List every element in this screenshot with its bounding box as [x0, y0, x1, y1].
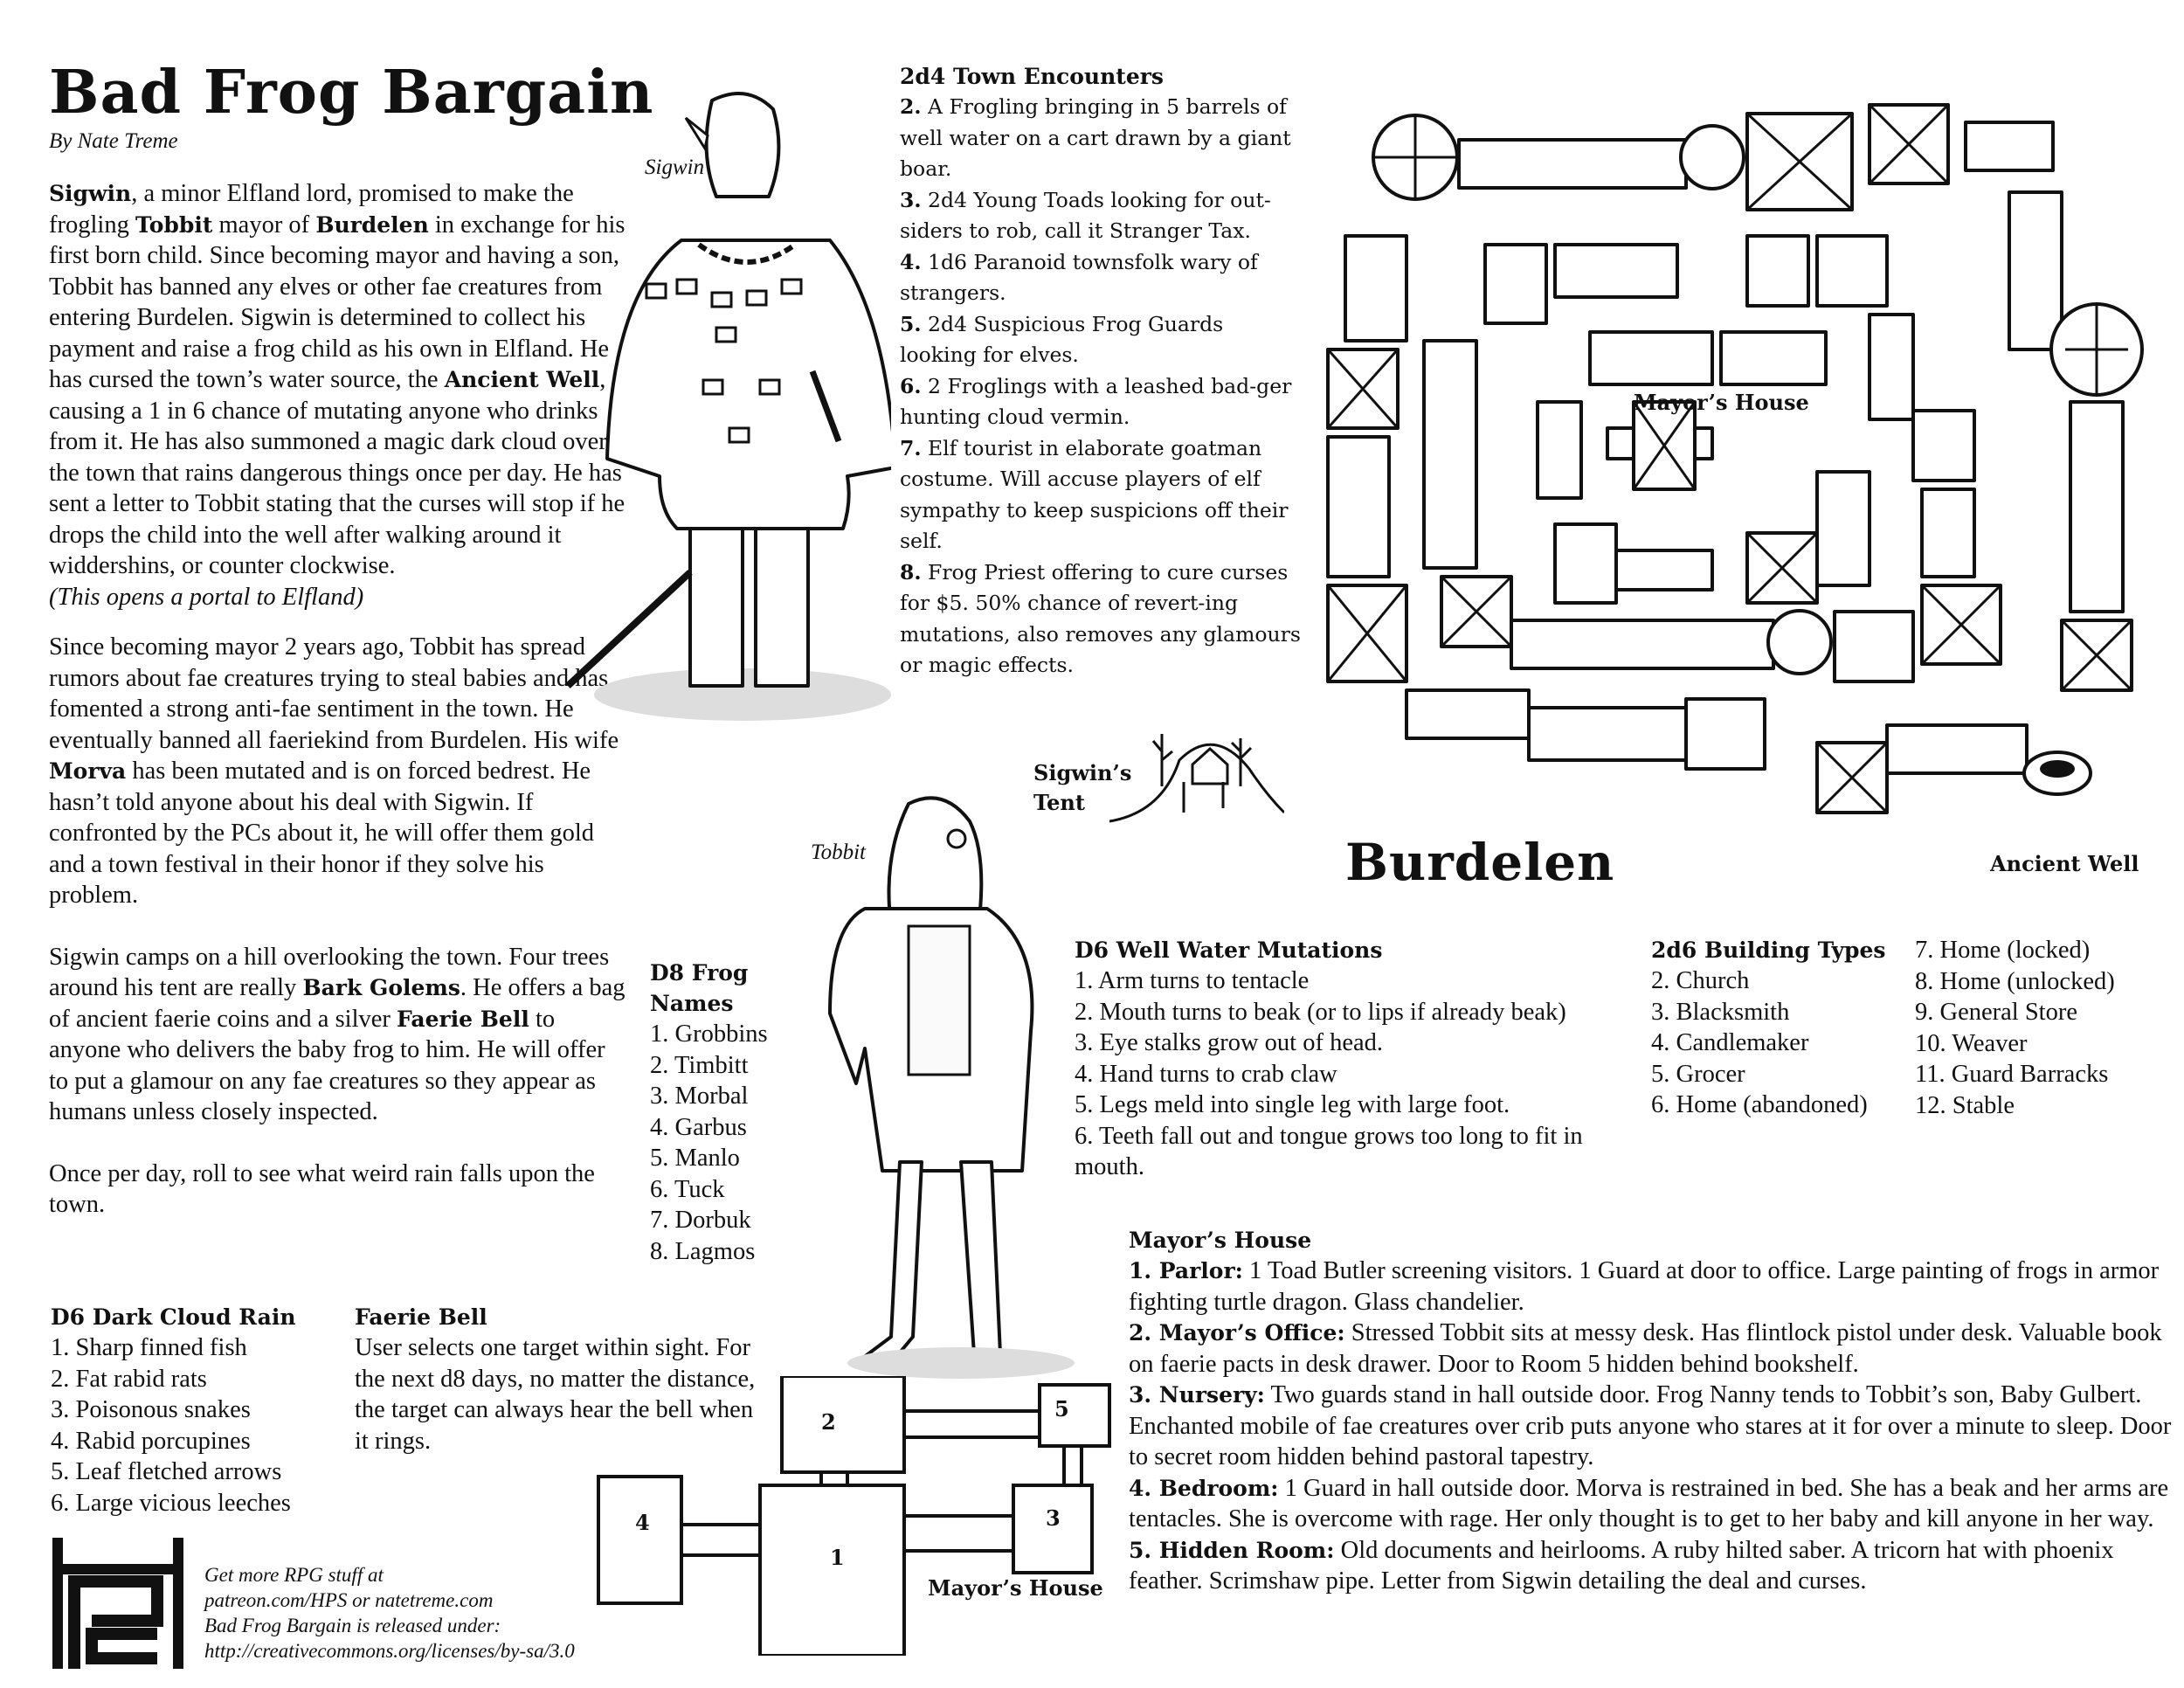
frog-names	[650, 958, 790, 1267]
portal-note: (This opens a portal to Elfland)	[49, 583, 364, 611]
encounter-item: 6. 2 Froglings with a leashed bad-ger hunting cloud vermin.	[900, 373, 1292, 429]
encounter-item: 2. A Frogling bringing in 5 barrels of well water on a cart drawn by a giant boar.	[900, 94, 1291, 181]
room-description: 5. Hidden Room: Old documents and heirlooms. A ruby hilted saber. A tricorn hat with phoenix feather. Scrimshaw pipe. Letter from Sigwin detailing the deal and curses.	[1129, 1536, 2114, 1595]
list-item: 1. Grobbins	[650, 1020, 768, 1048]
list-item: 3. Poisonous snakes	[51, 1396, 251, 1423]
floorplan-room-4: 4	[635, 1510, 650, 1535]
footer-line: Bad Frog Bargain is released under:	[204, 1615, 501, 1636]
floorplan-room-1: 1	[830, 1545, 845, 1570]
floorplan-label: Mayor’s House	[928, 1575, 1103, 1601]
list-item: 8. Lagmos	[650, 1237, 756, 1265]
encounter-item: 7. Elf tourist in elaborate goatman costume. Will accuse players of elf sympathy to keep suspicions off their self.	[900, 435, 1289, 553]
dark-cloud-rain	[51, 1302, 339, 1519]
list-item: 12. Stable	[1915, 1091, 2015, 1119]
list-item: 3. Eye stalks grow out of head.	[1075, 1029, 1384, 1056]
encounter-item: 8. Frog Priest offering to cure curses for $5. 50% chance of revert-ing mutations, also removes any glamours or magic effects.	[900, 559, 1301, 677]
encounter-item: 3. 2d4 Young Toads looking for out-siders to rob, call it Stranger Tax.	[900, 187, 1271, 243]
floorplan-room-3: 3	[1046, 1505, 1061, 1531]
town-encounters-heading: 2d4 Town Encounters	[900, 64, 1164, 89]
footer-line: Get more RPG stuff at	[204, 1564, 384, 1586]
list-item: 3. Morbal	[650, 1083, 749, 1110]
sigwins-tent-label: Sigwin’s Tent	[1033, 760, 1132, 815]
list-item: 11. Guard Barracks	[1915, 1061, 2109, 1088]
sigwins-tent-illustration	[1109, 716, 1284, 839]
faerie-bell-text: User selects one target within sight. For the next d8 days, no matter the distance, the target can always hear the bell when it rings.	[355, 1334, 756, 1455]
sigwin-illustration	[559, 83, 891, 730]
dark-cloud-rain-heading: D6 Dark Cloud Rain	[51, 1304, 296, 1330]
building-types-heading: 2d6 Building Types	[1651, 937, 1886, 963]
byline: By Nate Treme	[49, 129, 178, 153]
intro-paragraph-3: Sigwin camps on a hill overlooking the town. Four trees around his tent are really Bark Golems. He offers a bag of ancient faerie coins and a silver Faerie Bell to anyone who delivers the baby frog to him. He will offer to put a glamour on any fae creatures so they appear as humans unless closely inspected.	[49, 943, 625, 1125]
well-mutations-list	[1075, 965, 1616, 1183]
list-item: 5. Leaf fletched arrows	[51, 1458, 282, 1485]
building-types	[1651, 935, 1913, 1121]
tobbit-illustration	[786, 786, 1083, 1415]
encounter-item: 5. 2d4 Suspicious Frog Guards looking for elves.	[900, 311, 1224, 367]
room-description: 2. Mayor’s Office: Stressed Tobbit sits at messy desk. Has flintlock pistol under desk. Valuable book on faerie pacts in desk drawer. Door to Room 5 hidden behind bookshelf.	[1129, 1319, 2162, 1378]
list-item: 5. Manlo	[650, 1145, 740, 1172]
list-item: 1. Arm turns to tentacle	[1075, 967, 1310, 994]
building-types-col2-wrap	[1915, 935, 2177, 1121]
encounter-item: 4. 1d6 Paranoid townsfolk wary of strangers.	[900, 249, 1258, 305]
list-item: 6. Home (abandoned)	[1651, 1091, 1868, 1118]
page-title: Bad Frog Bargain	[49, 58, 654, 128]
list-item: 7. Home (locked)	[1915, 937, 2091, 964]
mayors-house-map-label: Mayor’s House	[1634, 390, 1809, 415]
building-types-col2	[1915, 935, 2177, 1121]
ancient-well-label: Ancient Well	[1990, 851, 2139, 876]
well-mutations-heading: D6 Well Water Mutations	[1075, 937, 1383, 963]
room-description: 1. Parlor: 1 Toad Butler screening visitors. 1 Guard at door to office. Large painting of frogs in armor fighting turtle dragon. Glass chandelier.	[1129, 1257, 2160, 1316]
mayors-house-floorplan	[594, 1376, 1118, 1656]
town-encounters-list	[900, 92, 1302, 681]
list-item: 5. Grocer	[1651, 1060, 1745, 1088]
list-item: 2. Fat rabid rats	[51, 1365, 207, 1393]
list-item: 6. Tuck	[650, 1175, 725, 1203]
list-item: 1. Sharp finned fish	[51, 1334, 247, 1361]
faerie-bell-heading: Faerie Bell	[355, 1304, 487, 1330]
town-name: Burdelen	[1345, 833, 1615, 892]
list-item: 10. Weaver	[1915, 1029, 2028, 1057]
list-item: 6. Teeth fall out and tongue grows too long to fit in mouth.	[1075, 1122, 1583, 1180]
list-item: 2. Timbitt	[650, 1051, 749, 1079]
footer-line: patreon.com/HPS or natetreme.com	[204, 1589, 494, 1611]
list-item: 3. Blacksmith	[1651, 998, 1790, 1026]
town-encounters	[900, 61, 1302, 681]
list-item: 4. Garbus	[650, 1113, 747, 1141]
building-types-col1	[1651, 965, 1913, 1121]
mayors-house-heading: Mayor’s House	[1129, 1228, 1312, 1253]
floorplan-room-2: 2	[821, 1409, 836, 1435]
list-item: 4. Candlemaker	[1651, 1029, 1809, 1056]
list-item: 9. General Store	[1915, 999, 2077, 1026]
frog-names-list	[650, 1019, 790, 1267]
intro-paragraph-2: Since becoming mayor 2 years ago, Tobbit has spread rumors about fae creatures trying to steal babies and has fomented a strong anti-fae sentiment in the town. He eventually banned all faeriekind from Burdelen. His wife Morva has been mutated and is on forced bedrest. He hasn’t told anyone about his deal with Sigwin. If confronted by the PCs about it, he will offer them gold and a town festival in their honor if they solve his problem.	[49, 633, 619, 909]
intro-paragraph-1: Sigwin, a minor Elfland lord, promised to make the frogling Tobbit mayor of Burdelen in exchange for his first born child. Since becoming mayor and having a son, Tobbit has banned any elves or other fae creatures from entering Burdelen. Sigwin is determined to collect his payment and raise a frog child as his own in Elfland. He has cursed the town’s water source, the Ancient Well, causing a 1 in 6 chance of mutating anyone who drinks from it. He has also summoned a magic dark cloud over the town that rains dangerous things once per day. He has sent a letter to Tobbit stating that the curses will stop if he drops the child into the well after walking around it widdershins, or counter clockwise.	[49, 180, 625, 579]
room-description: 4. Bedroom: 1 Guard in hall outside door. Morva is restrained in bed. She has a beak and her arms are tentacles. She is overcome with rage. Her only thought is to get to her baby and kill anyone in her way.	[1129, 1474, 2169, 1532]
list-item: 8. Home (unlocked)	[1915, 967, 2115, 995]
intro-paragraph-4: Once per day, roll to see what weird rain falls upon the town.	[49, 1159, 595, 1218]
hps-logo	[52, 1538, 183, 1669]
sigwin-caption: Sigwin	[645, 156, 705, 179]
tobbit-caption: Tobbit	[811, 841, 867, 864]
list-item: 6. Large vicious leeches	[51, 1489, 291, 1517]
list-item: 2. Church	[1651, 967, 1750, 994]
list-item: 4. Hand turns to crab claw	[1075, 1060, 1337, 1088]
list-item: 7. Dorbuk	[650, 1207, 751, 1234]
well-water-mutations	[1075, 935, 1616, 1183]
room-description: 3. Nursery: Two guards stand in hall outside door. Frog Nanny tends to Tobbit’s son, Baby Gulbert. Enchanted mobile of fae creatures over crib puts anyone who stares at it for over a minute to sleep. Door to secret room hidden behind pastoral tapestry.	[1129, 1381, 2172, 1470]
footer-line: http://creativecommons.org/licenses/by-sa/3.0	[204, 1640, 575, 1662]
list-item: 5. Legs meld into single leg with large foot.	[1075, 1091, 1510, 1118]
list-item: 2. Mouth turns to beak (or to lips if already beak)	[1075, 998, 1566, 1026]
frog-names-heading: D8 Frog Names	[650, 960, 749, 1016]
burdelen-town-map	[1310, 61, 2167, 830]
floorplan-room-5: 5	[1054, 1396, 1069, 1422]
list-item: 4. Rabid porcupines	[51, 1427, 251, 1455]
mayors-house-room-list	[1129, 1256, 2177, 1597]
intro-text	[49, 178, 625, 1221]
dark-cloud-rain-list	[51, 1332, 339, 1519]
footer-text	[204, 1562, 575, 1664]
mayors-house-rooms	[1129, 1225, 2177, 1597]
